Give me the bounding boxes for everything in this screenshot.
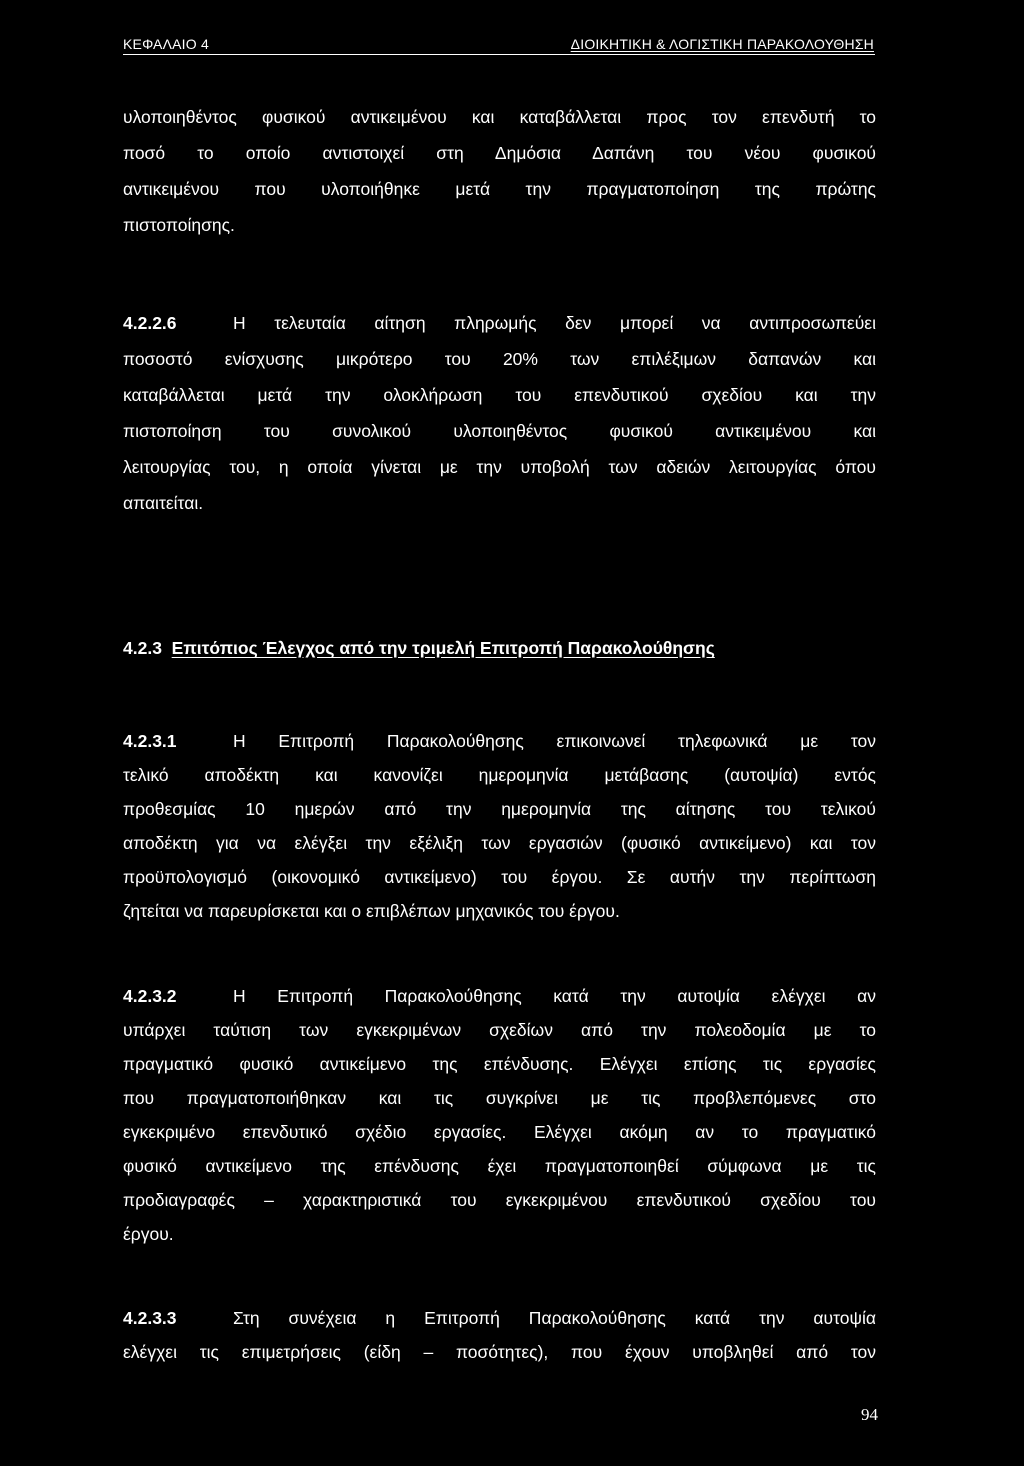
text-line: Η Επιτροπή Παρακολούθησης επικοινωνεί τηλεφωνικά με τον: [233, 731, 876, 751]
paragraph-number: 4.2.3.2: [123, 986, 177, 1006]
section-title: Επιτόπιος Έλεγχος από την τριμελή Επιτροπή Παρακολούθησης: [171, 638, 715, 658]
paragraph-number: 4.2.3.3: [123, 1308, 177, 1328]
text-line: καταβάλλεται μετά την ολοκλήρωση του επενδυτικού σχεδίου και την: [123, 385, 876, 405]
text-line: Στη συνέχεια η Επιτροπή Παρακολούθησης κατά την αυτοψία: [233, 1308, 876, 1328]
section-heading: [123, 638, 715, 659]
section-number: 4.2.3: [123, 638, 162, 658]
text-line: εγκεκριμένο επενδυτικό σχέδιο εργασίες. Ελέγχει ακόμη αν το πραγματικό: [123, 1122, 876, 1142]
paragraph-number: 4.2.2.6: [123, 313, 177, 333]
text-line: που πραγματοποιήθηκαν και τις συγκρίνει με τις προβλεπόμενες στο: [123, 1088, 876, 1108]
text-line: προθεσμίας 10 ημερών από την ημερομηνία της αίτησης του τελικού: [123, 799, 876, 819]
text-line: ποσό το οποίο αντιστοιχεί στη Δημόσια Δαπάνη του νέου φυσικού: [123, 143, 876, 163]
text-line: υπάρχει ταύτιση των εγκεκριμένων σχεδίων από την πολεοδομία με το: [123, 1020, 876, 1040]
text-line: Η Επιτροπή Παρακολούθησης κατά την αυτοψία ελέγχει αν: [233, 986, 876, 1006]
text-line: ποσοστό ενίσχυσης μικρότερο του 20% των επιλέξιμων δαπανών και: [123, 349, 876, 369]
text-line: λειτουργίας του, η οποία γίνεται με την υποβολή των αδειών λειτουργίας όπου: [123, 457, 876, 477]
page-number: 94: [861, 1405, 878, 1424]
text-line: υλοποιηθέντος φυσικού αντικειμένου και καταβάλλεται προς τον επενδυτή το: [123, 107, 876, 127]
text-line: φυσικό αντικείμενο της επένδυσης έχει πραγματοποιηθεί σύμφωνα με τις: [123, 1156, 876, 1176]
chapter-label: ΚΕΦΑΛΑΙΟ 4: [123, 36, 209, 52]
text-line: τελικό αποδέκτη και κανονίζει ημερομηνία μετάβασης (αυτοψία) εντός: [123, 765, 876, 785]
text-line: αποδέκτη για να ελέγξει την εξέλιξη των εργασιών (φυσικό αντικείμενο) και τον: [123, 833, 876, 853]
text-line: έργου.: [123, 1224, 174, 1244]
text-line: αντικειμένου που υλοποιήθηκε μετά την πραγματοποίηση της πρώτης: [123, 179, 876, 199]
text-line: ζητείται να παρευρίσκεται και ο επιβλέπων μηχανικός του έργου.: [123, 901, 620, 921]
text-line: απαιτείται.: [123, 493, 204, 513]
text-line: προδιαγραφές – χαρακτηριστικά του εγκεκριμένου επενδυτικού σχεδίου του: [123, 1190, 876, 1210]
text-line: Η τελευταία αίτηση πληρωμής δεν μπορεί να αντιπροσωπεύει: [233, 313, 876, 333]
text-line: πιστοποίησης.: [123, 215, 235, 235]
header-rule: [123, 54, 875, 55]
text-line: πραγματικό φυσικό αντικείμενο της επένδυσης. Ελέγχει επίσης τις εργασίες: [123, 1054, 876, 1074]
paragraph-number: 4.2.3.1: [123, 731, 177, 751]
header-title: ΔΙΟΙΚΗΤΙΚΗ & ΛΟΓΙΣΤΙΚΗ ΠΑΡΑΚΟΛΟΥΘΗΣΗ: [570, 36, 874, 52]
text-line: ελέγχει τις επιμετρήσεις (είδη – ποσότητες), που έχουν υποβληθεί από τον: [123, 1342, 876, 1362]
text-line: πιστοποίηση του συνολικού υλοποιηθέντος φυσικού αντικειμένου και: [123, 421, 876, 441]
text-line: προϋπολογισμό (οικονομικό αντικείμενο) του έργου. Σε αυτήν την περίπτωση: [123, 867, 876, 887]
